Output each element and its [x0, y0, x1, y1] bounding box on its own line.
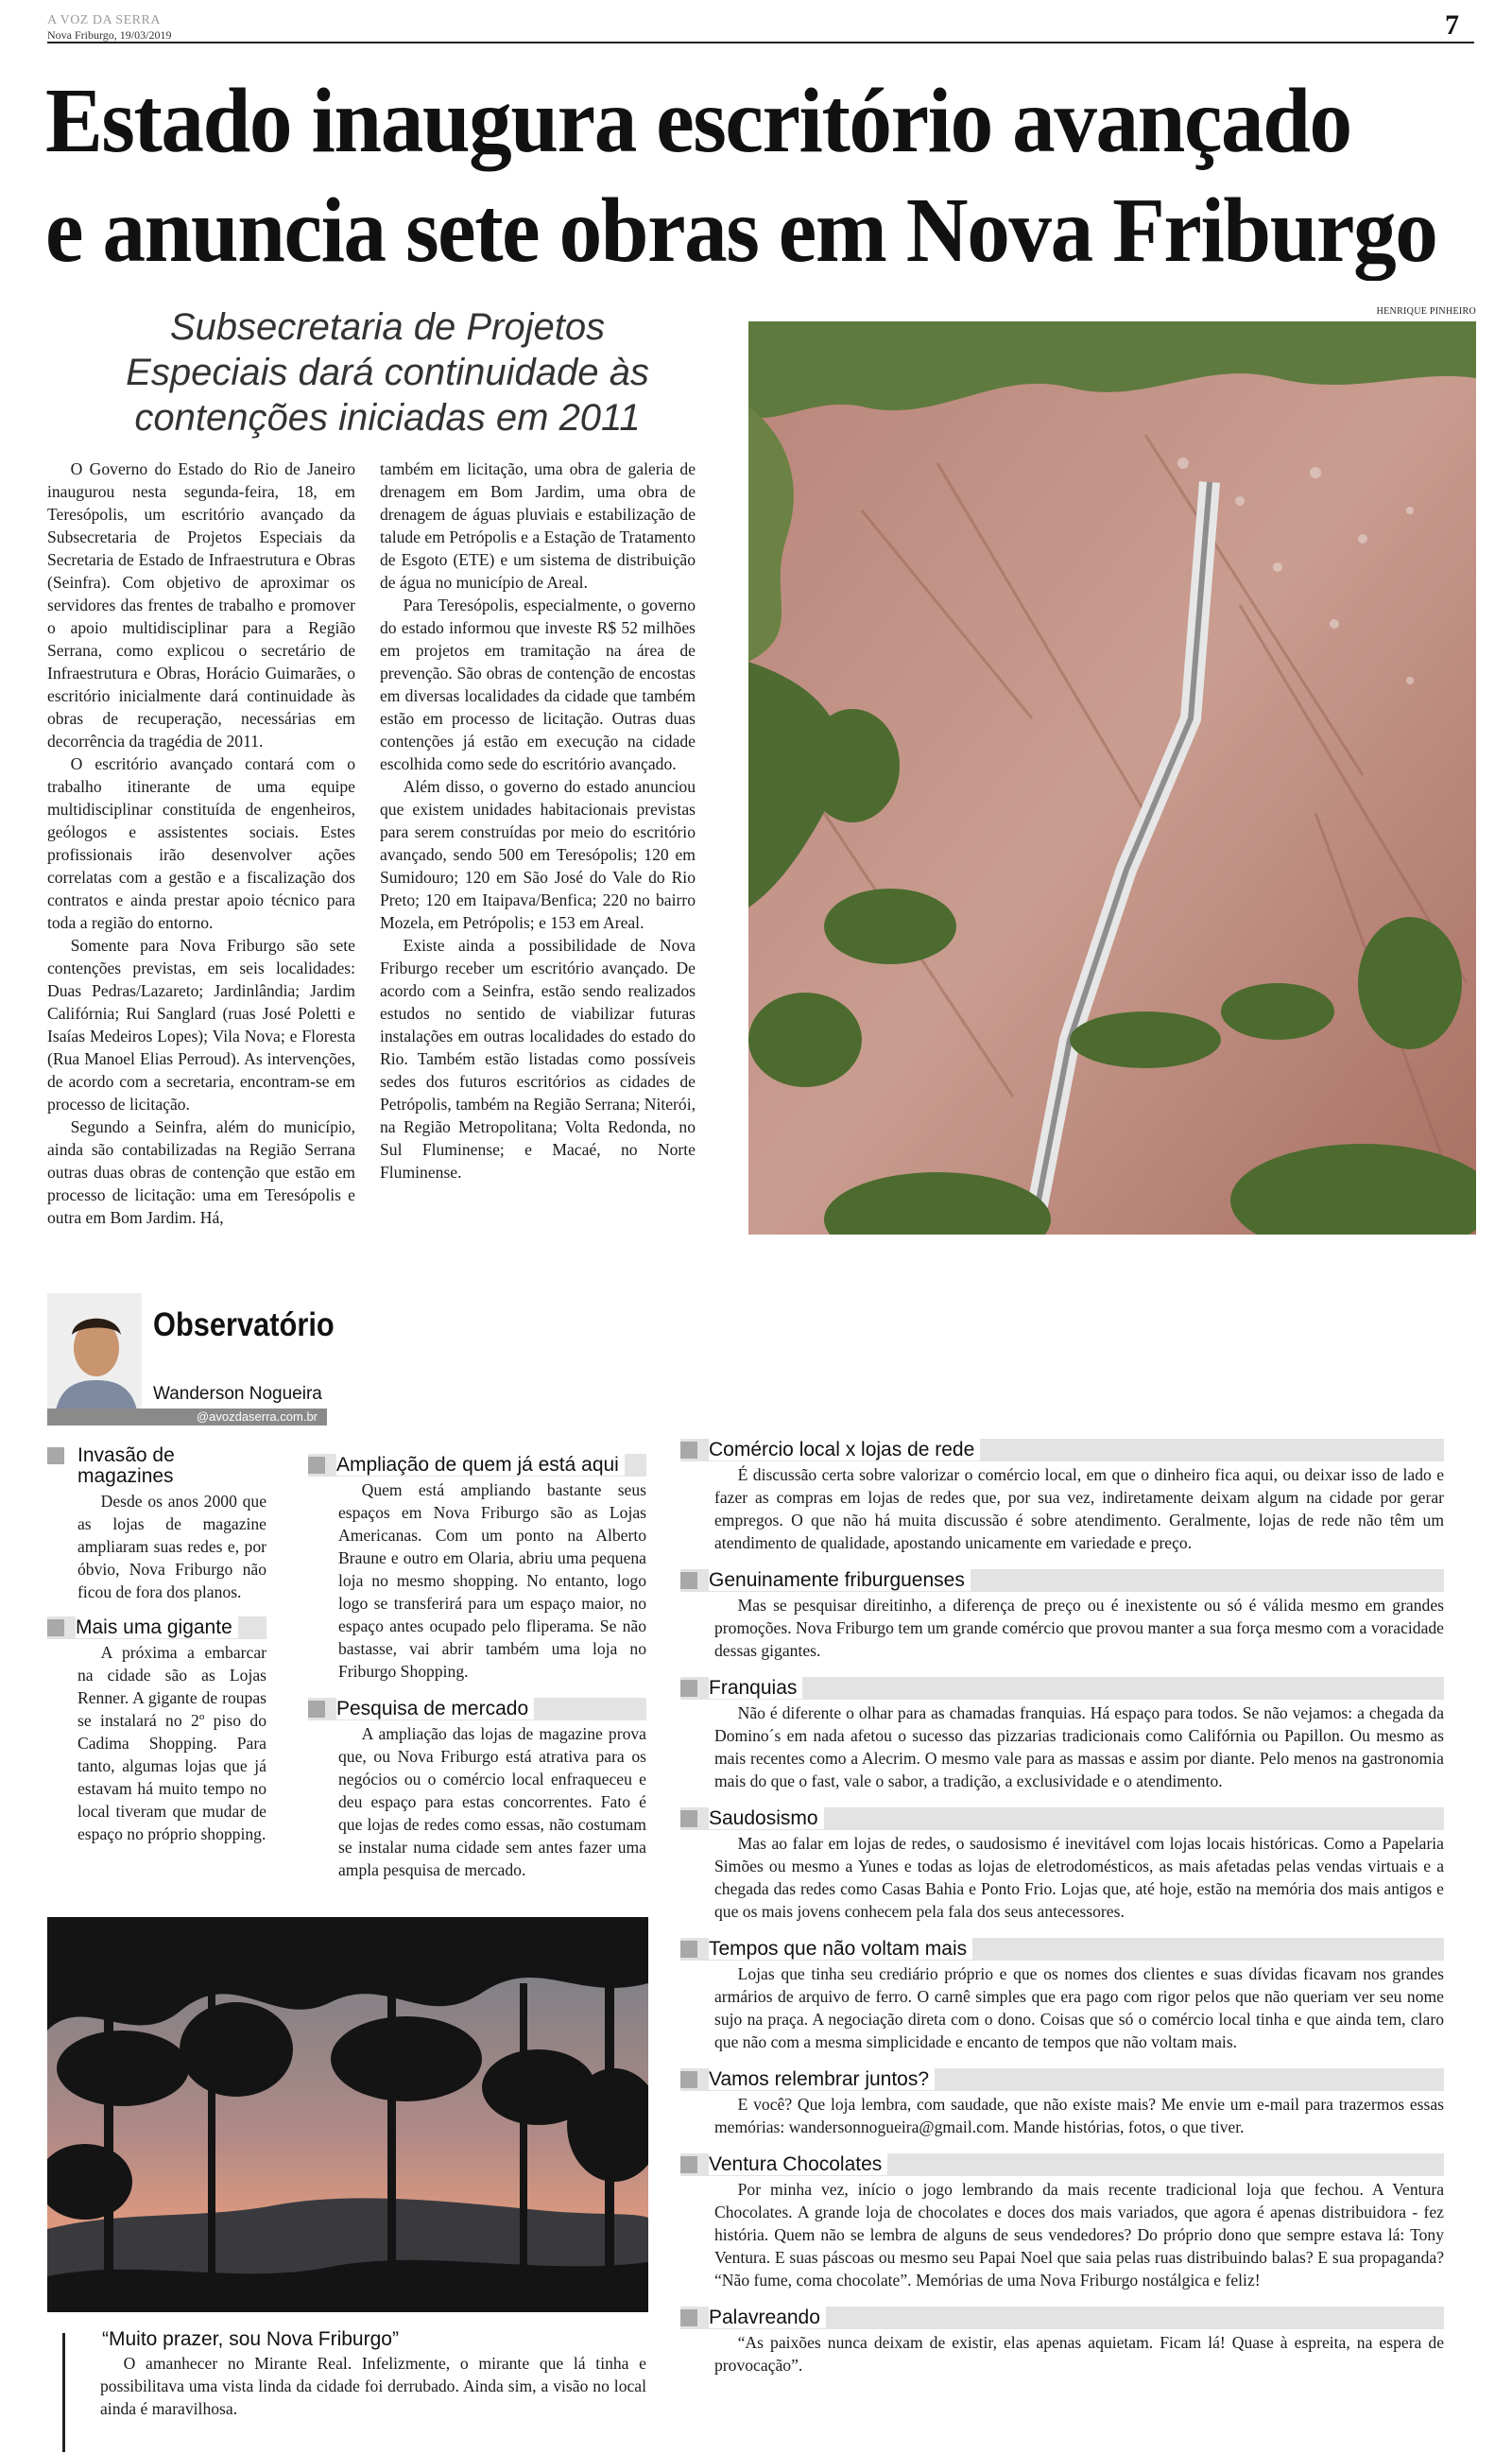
headline-line-2: e anuncia sete obras em Nova Friburgo — [45, 180, 1437, 281]
note-gigante — [47, 1616, 266, 1845]
note-title — [47, 1616, 266, 1639]
note-title-text: Comércio local x lojas de rede — [709, 1439, 980, 1460]
headline-line-1: Estado inaugura escritório avançado — [45, 70, 1351, 171]
left-notes — [47, 1444, 266, 1845]
article-paragraph: Para Teresópolis, especialmente, o governo do estado informou que investe R$ 52 milhões em projetos em tramitação na área de prevenção. São obras de contenção de encostas em diversas localidades da cidade que também estão em processo de licitação. Outras duas contenções já estão em execução na cidade escolhida como sede do escritório avançado. — [380, 596, 696, 773]
sunrise-photo — [47, 1917, 648, 2312]
photo-credit: HENRIQUE PINHEIRO — [1376, 306, 1476, 317]
note-title-text: Franquias — [709, 1677, 802, 1699]
column-author-photo — [47, 1293, 142, 1416]
note-title — [680, 1938, 1444, 1961]
masthead — [47, 9, 1465, 45]
note-body: Quem está ampliando bastante seus espaços em Nova Friburgo são as Lojas Americanas. Com um ponto na Alberto Braune e outro em Olaria, abriu uma pequena loja no mesmo shopping. No entanto, logo logo se transferirá para um espaço maior, no espaço antes ocupado pelo fliperama. Se não bastasse, vai abrir também uma loja no Friburgo Shopping. — [338, 1480, 646, 1681]
note-invasao — [47, 1444, 266, 1603]
page-number: 7 — [1445, 9, 1459, 41]
dateline: Nova Friburgo, 19/03/2019 — [47, 28, 172, 42]
author-portrait-icon — [47, 1293, 142, 1416]
note-title — [680, 1439, 1444, 1461]
note-body: Mas se pesquisar direitinho, a diferença de preço ou é inexistente ou só é válida mesmo em grandes promoções. Nova Friburgo tem um grande comércio que provou manter a sua força mesmo com a voracidade dessas gigantes. — [714, 1596, 1444, 1660]
hillside-drainage-photo — [748, 321, 1476, 1235]
article-paragraph: O Governo do Estado do Rio de Janeiro inaugurou nesta segunda-feira, 18, em Teresópolis, um escritório avançado da Subsecretaria de Projetos Especiais da Secretaria de Estado de Infraestrutura e Obras (Seinfra). Com objetivo de aproximar os servidores das frentes de trabalho e promover o apoio multidisciplinar para a Região Serrana, como explicou o secretário de Infraestrutura e Obras, Horácio Guimarães, o escritório inicialmente dará continuidade às obras de recuperação, necessárias em decorrência da tragédia de 2011. — [47, 459, 355, 751]
column-handle: @avozdaserra.com.br — [196, 1409, 318, 1424]
column-title: Observatório — [153, 1306, 335, 1343]
note-title-text: Pesquisa de mercado — [336, 1698, 534, 1720]
article-paragraph: também em licitação, uma obra de galeria de drenagem em Bom Jardim, uma obra de drenagem de águas pluviais e estabilização de talude em Petrópolis e a Estação de Tratamento de Esgoto (ETE) e um sistema de distribuição de água no município de Areal. — [380, 459, 696, 592]
note-tempos — [680, 1938, 1444, 2053]
caption-body: O amanhecer no Mirante Real. Infelizmente, o mirante que lá tinha e possibilitava uma vista linda da cidade foi derrubado. Ainda sim, a visão no local ainda é maravilhosa. — [100, 2354, 646, 2418]
note-body: É discussão certa sobre valorizar o comércio local, em que o dinheiro fica aqui, ou deixar isso de lado e fazer as compras em lojas de redes que, por sua vez, indiretamente deixam algum na cidade por gerar empregos. O que não há muita discussão é sobre atendimento. Geralmente, lojas de rede não têm um atendimento de qualidade, apostando unicamente em variedade e preço. — [714, 1465, 1444, 1552]
note-body: E você? Que loja lembra, com saudade, que não existe mais? Me envie um e-mail para trazermos essas memórias: wandersonnogueira@gmail.com. Mande histórias, fotos, o que tiver. — [714, 2095, 1444, 2136]
note-palavreando — [680, 2307, 1444, 2376]
note-body: Mas ao falar em lojas de redes, o saudosismo é inevitável com lojas locais históricas. Como a Papelaria Simões ou mesmo a Yunes e todas as lojas de eletrodomésticos, as mais afetadas pelas vendas virtuais e a chegada das redes como Casas Bahia e Ponto Frio. Lojas que, até hoje, estão na memória dos mais antigos e que os mais jovens conhecem pela fala dos seus antecessores. — [714, 1834, 1444, 1921]
note-title-text: Ventura Chocolates — [709, 2153, 887, 2175]
article-paragraph: Existe ainda a possibilidade de Nova Friburgo receber um escritório avançado. De acordo com a Seinfra, estão sendo realizados estudos no sentido de viabilizar futuras instalações em outras localidades do estado do Rio. Também estão listadas como possíveis sedes dos futuros escritórios as cidades de Petrópolis, também na Região Serrana; Niterói, na Região Metropolitana; Volta Redonda, no Sul Fluminense; e Macaé, no Norte Fluminense. — [380, 936, 696, 1182]
note-body: Desde os anos 2000 que as lojas de magazine ampliaram suas redes e, por óbvio, Nova Friburgo não ficou de fora dos planos. — [77, 1492, 266, 1601]
photo-caption — [47, 2327, 652, 2420]
note-body: Não é diferente o olhar para as chamadas franquias. Há espaço para todos. Se não vejamos: a chegada da Domino´s em nada afetou o sucesso das pizzarias tradicionais como Califórnia ou Papillon. Ou mesmo as mais recentes como a Alecrim. O mesmo vale para as massas e assim por diante. Pelo menos na gastronomia mais do que o fast, vale o sabor, a tradição, a exclusividade e o atendimento. — [714, 1703, 1444, 1790]
right-notes — [680, 1439, 1444, 2376]
note-title-text: Palavreando — [709, 2307, 826, 2328]
column-author: Wanderson Nogueira — [153, 1384, 322, 1404]
article-paragraph: Além disso, o governo do estado anunciou que existem unidades habitacionais previstas para serem construídas por meio do escritório avançado, sendo 500 em Teresópolis; 120 em Sumidouro; 120 em São José do Vale do Rio Preto; 120 em Itaipava/Benfica; 220 no bairro Mozela, em Petrópolis; e 153 em Areal. — [380, 777, 696, 932]
note-title-text: Mais uma gigante — [76, 1616, 238, 1638]
article-column-1 — [47, 458, 355, 1229]
article-column-2 — [380, 458, 696, 1184]
note-body: Por minha vez, início o jogo lembrando da mais recente tradicional loja que fechou. A Ventura Chocolates. A grande loja de chocolates e doces dos mais variados, que agora é apenas distribuidora - fez história. Quem não se lembra de alguns de seus vendedores? Do próprio dono que sempre estava lá: Tony Ventura. E suas páscoas ou mesmo seu Papai Noel que saia pelas ruas distribuindo balas? E sua propaganda? “Não fume, coma chocolate”. Memórias de uma Nova Friburgo nostálgica e feliz! — [714, 2180, 1444, 2290]
note-title — [680, 1807, 1444, 1830]
note-comercio-local — [680, 1439, 1444, 1554]
note-title — [680, 2307, 1444, 2329]
note-body: Lojas que tinha seu crediário próprio e que os nomes dos clientes e suas dívidas ficavam nos grandes armários de arquivo de ferro. O carnê simples que era pago com rigor pelos que não queriam ver seu nome sujo na praça. A negociação direta com o dono. Coisas que só o comércio local tinha e que ainda tem, claro que não com a mesma simplicidade e encanto de tempos que não voltam mais. — [714, 1964, 1444, 2051]
note-ampliacao — [308, 1454, 646, 1683]
note-pesquisa — [308, 1698, 646, 1881]
note-title — [680, 2153, 1444, 2176]
column-author-bar — [47, 1408, 327, 1426]
note-relembrar — [680, 2068, 1444, 2138]
note-saudosismo — [680, 1807, 1444, 1923]
note-title-text: Tempos que não voltam mais — [709, 1938, 972, 1960]
note-title — [308, 1698, 646, 1720]
masthead-rule — [47, 42, 1474, 43]
note-title — [308, 1454, 646, 1477]
article-paragraph: Segundo a Seinfra, além do município, ainda são contabilizadas na Região Serrana outras duas obras de contenção que estão em processo de licitação: uma em Teresópolis e outra em Bom Jardim. Há, — [47, 1117, 355, 1227]
note-body: A próxima a embarcar na cidade são as Lojas Renner. A gigante de roupas se instalará no 2º piso do Cadima Shopping. Para tanto, algumas lojas que já estavam há muito tempo no local tiveram que mudar de espaço no próprio shopping. — [77, 1643, 266, 1843]
sunrise-forest-illustration — [47, 1917, 648, 2312]
article-paragraph: O escritório avançado contará com o trabalho itinerante de uma equipe multidisciplinar constituída de engenheiros, geólogos e assistentes sociais. Estes profissionais irão desenvolver ações correlatas com a gestão e a fiscalização dos contratos e ainda prestar apoio técnico para toda a região do entorno. — [47, 754, 355, 932]
subheadline-line-3: contenções iniciadas em 2011 — [134, 397, 641, 439]
caption-rule — [62, 2333, 65, 2452]
note-title — [680, 2068, 1444, 2091]
note-body: “As paixões nunca deixam de existir, elas apenas aquietam. Ficam lá! Quase à espreita, na espera de provocação”. — [714, 2333, 1444, 2375]
note-title-text: Ampliação de quem já está aqui — [336, 1454, 625, 1476]
note-franquias — [680, 1677, 1444, 1792]
hillside-drainage-illustration — [748, 321, 1476, 1235]
note-title — [680, 1677, 1444, 1700]
note-title-text: Invasão de magazines — [77, 1444, 175, 1487]
subheadline — [57, 304, 718, 441]
note-title — [47, 1444, 266, 1488]
note-title-text: Saudosismo — [709, 1807, 824, 1829]
note-ventura — [680, 2153, 1444, 2291]
note-body: A ampliação das lojas de magazine prova que, ou Nova Friburgo está atrativa para os negócios ou o comércio local enfraqueceu e deu espaço para estas concorrentes. Fato é que lojas de redes como essas, não costumam se instalar numa cidade sem antes fazer uma ampla pesquisa de mercado. — [338, 1724, 646, 1879]
note-title-text: Genuinamente friburguenses — [709, 1569, 971, 1591]
headline — [45, 66, 1437, 285]
article-paragraph: Somente para Nova Friburgo são sete contenções previstas, em seis localidades: Duas Pedras/Lazareto; Jardinlândia; Jardim Califórnia; Rui Sanglard (ruas José Poletti e Isaías Medeiros Lopes); Vila Nova; e Floresta (Rua Manoel Elias Perroud). As intervenções, de acordo com a secretaria, encontram-se em processo de licitação. — [47, 936, 355, 1114]
note-genuinamente — [680, 1569, 1444, 1662]
note-title-text: Vamos relembrar juntos? — [709, 2068, 935, 2090]
note-title — [680, 1569, 1444, 1592]
middle-notes — [308, 1454, 646, 1881]
subheadline-line-1: Subsecretaria de Projetos — [169, 306, 606, 348]
subheadline-line-2: Especiais dará continuidade às — [126, 352, 649, 393]
caption-title: “Muito prazer, sou Nova Friburgo” — [102, 2328, 399, 2350]
paper-name: A VOZ DA SERRA — [47, 13, 161, 27]
